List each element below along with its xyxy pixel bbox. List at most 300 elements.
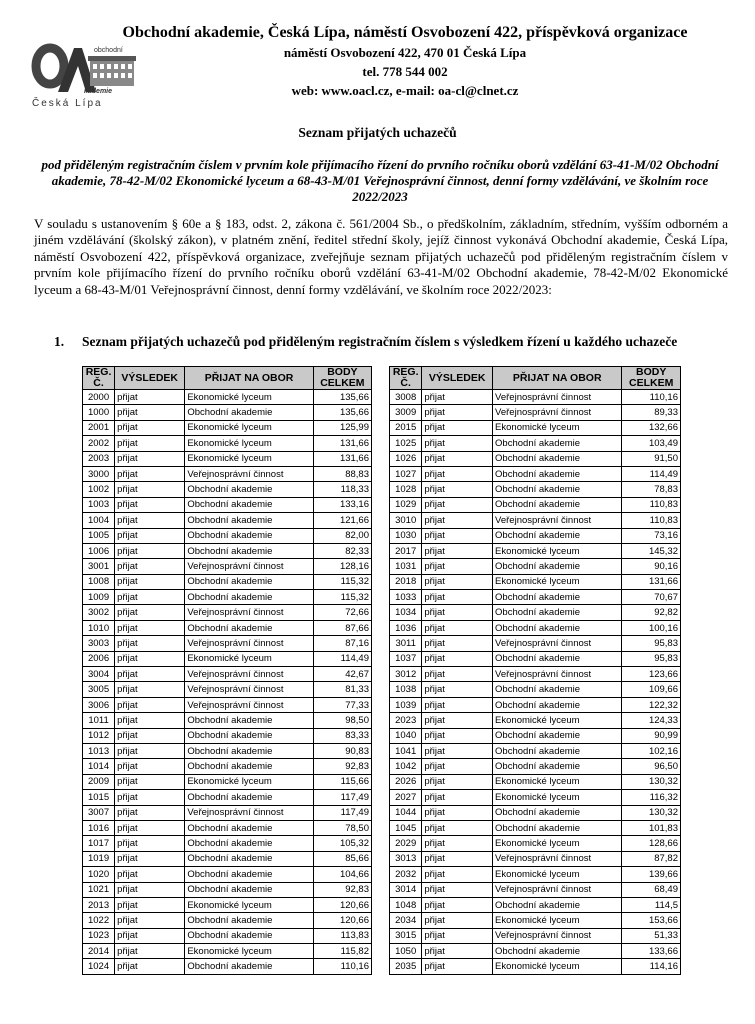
reg-number-cell: 1050 xyxy=(390,944,422,959)
points-cell: 115,66 xyxy=(313,774,371,789)
table-row xyxy=(83,959,372,974)
table-row xyxy=(390,759,681,774)
table-row xyxy=(390,820,681,835)
table-row xyxy=(83,620,372,635)
reg-number-cell: 3001 xyxy=(83,559,115,574)
points-cell: 115,32 xyxy=(313,590,371,605)
reg-number-cell: 1010 xyxy=(83,620,115,635)
points-cell: 120,66 xyxy=(313,897,371,912)
col-header-result: VÝSLEDEK xyxy=(115,367,185,390)
program-cell: Veřejnosprávní činnost xyxy=(493,928,622,943)
result-cell: přijat xyxy=(115,543,185,558)
points-cell: 122,32 xyxy=(622,697,681,712)
table-row xyxy=(390,436,681,451)
points-cell: 77,33 xyxy=(313,697,371,712)
program-cell: Obchodní akademie xyxy=(493,436,622,451)
table-row xyxy=(390,790,681,805)
points-cell: 133,16 xyxy=(313,497,371,512)
result-cell: přijat xyxy=(115,959,185,974)
result-cell: přijat xyxy=(422,928,493,943)
reg-number-cell: 2003 xyxy=(83,451,115,466)
table-row xyxy=(83,805,372,820)
result-cell: přijat xyxy=(422,790,493,805)
program-cell: Obchodní akademie xyxy=(185,405,313,420)
result-cell: přijat xyxy=(115,790,185,805)
program-cell: Obchodní akademie xyxy=(185,790,313,805)
reg-number-cell: 2009 xyxy=(83,774,115,789)
reg-number-cell: 3010 xyxy=(390,513,422,528)
points-cell: 131,66 xyxy=(622,574,681,589)
program-cell: Obchodní akademie xyxy=(185,482,313,497)
reg-number-cell: 2002 xyxy=(83,436,115,451)
result-cell: přijat xyxy=(422,405,493,420)
result-cell: přijat xyxy=(115,436,185,451)
result-cell: přijat xyxy=(115,466,185,481)
points-cell: 88,83 xyxy=(313,466,371,481)
program-cell: Ekonomické lyceum xyxy=(493,774,622,789)
table-row xyxy=(83,682,372,697)
reg-number-cell: 1033 xyxy=(390,590,422,605)
points-cell: 130,32 xyxy=(622,805,681,820)
reg-number-cell: 2017 xyxy=(390,543,422,558)
reg-number-cell: 1014 xyxy=(83,759,115,774)
table-row xyxy=(390,867,681,882)
program-cell: Obchodní akademie xyxy=(493,559,622,574)
table-row xyxy=(83,790,372,805)
result-cell: přijat xyxy=(115,497,185,512)
reg-number-cell: 1012 xyxy=(83,728,115,743)
program-cell: Ekonomické lyceum xyxy=(185,390,313,405)
program-cell: Obchodní akademie xyxy=(185,743,313,758)
points-cell: 114,49 xyxy=(622,466,681,481)
result-cell: přijat xyxy=(422,667,493,682)
program-cell: Obchodní akademie xyxy=(185,728,313,743)
program-cell: Veřejnosprávní činnost xyxy=(493,636,622,651)
points-cell: 105,32 xyxy=(313,836,371,851)
program-cell: Obchodní akademie xyxy=(185,851,313,866)
program-cell: Veřejnosprávní činnost xyxy=(493,513,622,528)
reg-number-cell: 2013 xyxy=(83,897,115,912)
section-title: Seznam přijatých uchazečů pod přiděleným registračním číslem s výsledkem řízení u každého uchazeče xyxy=(82,334,678,349)
points-cell: 117,49 xyxy=(313,805,371,820)
org-address: náměstí Osvobození 422, 470 01 Česká Lípa xyxy=(283,45,527,60)
points-cell: 68,49 xyxy=(622,882,681,897)
program-cell: Obchodní akademie xyxy=(493,805,622,820)
table-row xyxy=(83,820,372,835)
result-cell: přijat xyxy=(115,651,185,666)
result-cell: přijat xyxy=(422,728,493,743)
table-row xyxy=(390,851,681,866)
reg-number-cell: 2023 xyxy=(390,713,422,728)
program-cell: Veřejnosprávní činnost xyxy=(185,667,313,682)
table-row xyxy=(390,882,681,897)
program-cell: Ekonomické lyceum xyxy=(185,451,313,466)
program-cell: Obchodní akademie xyxy=(493,605,622,620)
col-header-result: VÝSLEDEK xyxy=(422,367,493,390)
reg-number-cell: 2018 xyxy=(390,574,422,589)
result-cell: přijat xyxy=(422,528,493,543)
points-cell: 145,32 xyxy=(622,543,681,558)
program-cell: Obchodní akademie xyxy=(185,959,313,974)
reg-number-cell: 1008 xyxy=(83,574,115,589)
table-row xyxy=(83,944,372,959)
result-cell: přijat xyxy=(422,513,493,528)
reg-number-cell: 1048 xyxy=(390,897,422,912)
program-cell: Veřejnosprávní činnost xyxy=(493,851,622,866)
reg-number-cell: 1021 xyxy=(83,882,115,897)
points-cell: 83,33 xyxy=(313,728,371,743)
col-header-reg: REG. Č. xyxy=(390,367,422,390)
reg-number-cell: 1031 xyxy=(390,559,422,574)
result-cell: přijat xyxy=(422,743,493,758)
points-cell: 125,99 xyxy=(313,420,371,435)
points-cell: 115,82 xyxy=(313,944,371,959)
program-cell: Ekonomické lyceum xyxy=(493,543,622,558)
reg-number-cell: 1038 xyxy=(390,682,422,697)
reg-number-cell: 1011 xyxy=(83,713,115,728)
section-heading xyxy=(54,334,677,350)
results-body-left xyxy=(83,390,372,975)
program-cell: Obchodní akademie xyxy=(185,513,313,528)
reg-number-cell: 1030 xyxy=(390,528,422,543)
reg-number-cell: 1024 xyxy=(83,959,115,974)
logo-bottom-text: Česká Lípa xyxy=(32,98,103,108)
result-cell: přijat xyxy=(115,928,185,943)
col-header-program: PŘIJAT NA OBOR xyxy=(185,367,313,390)
result-cell: přijat xyxy=(115,836,185,851)
table-row xyxy=(390,405,681,420)
reg-number-cell: 1015 xyxy=(83,790,115,805)
logo-mid-text: kademie xyxy=(84,88,113,95)
table-row xyxy=(83,882,372,897)
points-cell: 135,66 xyxy=(313,390,371,405)
document-title: Seznam přijatých uchazečů xyxy=(298,125,457,140)
result-cell: přijat xyxy=(115,390,185,405)
result-cell: přijat xyxy=(115,805,185,820)
letterhead xyxy=(60,24,750,99)
result-cell: přijat xyxy=(115,682,185,697)
reg-number-cell: 3002 xyxy=(83,605,115,620)
points-cell: 72,66 xyxy=(313,605,371,620)
result-cell: přijat xyxy=(422,759,493,774)
points-cell: 133,66 xyxy=(622,944,681,959)
table-row xyxy=(390,390,681,405)
program-cell: Obchodní akademie xyxy=(185,497,313,512)
result-cell: přijat xyxy=(115,743,185,758)
result-cell: přijat xyxy=(115,574,185,589)
program-cell: Obchodní akademie xyxy=(493,743,622,758)
col-header-reg: REG. Č. xyxy=(83,367,115,390)
points-cell: 85,66 xyxy=(313,851,371,866)
table-row xyxy=(390,928,681,943)
table-row xyxy=(83,420,372,435)
points-cell: 153,66 xyxy=(622,913,681,928)
result-cell: přijat xyxy=(115,605,185,620)
program-cell: Obchodní akademie xyxy=(493,682,622,697)
table-row xyxy=(390,574,681,589)
reg-number-cell: 3005 xyxy=(83,682,115,697)
table-row xyxy=(390,944,681,959)
reg-number-cell: 1027 xyxy=(390,466,422,481)
points-cell: 114,16 xyxy=(622,959,681,974)
result-cell: přijat xyxy=(115,774,185,789)
result-cell: přijat xyxy=(422,682,493,697)
program-cell: Obchodní akademie xyxy=(493,820,622,835)
result-cell: přijat xyxy=(422,820,493,835)
table-row xyxy=(390,959,681,974)
result-cell: přijat xyxy=(422,851,493,866)
table-row xyxy=(83,667,372,682)
program-cell: Obchodní akademie xyxy=(493,497,622,512)
points-cell: 114,5 xyxy=(622,897,681,912)
logo-top-text: obchodní xyxy=(94,47,123,54)
program-cell: Ekonomické lyceum xyxy=(493,836,622,851)
result-cell: přijat xyxy=(115,513,185,528)
result-cell: přijat xyxy=(422,774,493,789)
result-cell: přijat xyxy=(422,451,493,466)
reg-number-cell: 1016 xyxy=(83,820,115,835)
points-cell: 92,83 xyxy=(313,759,371,774)
program-cell: Ekonomické lyceum xyxy=(185,897,313,912)
reg-number-cell: 3013 xyxy=(390,851,422,866)
points-cell: 70,67 xyxy=(622,590,681,605)
points-cell: 131,66 xyxy=(313,436,371,451)
reg-number-cell: 3012 xyxy=(390,667,422,682)
program-cell: Obchodní akademie xyxy=(185,820,313,835)
program-cell: Obchodní akademie xyxy=(185,543,313,558)
result-cell: přijat xyxy=(115,559,185,574)
program-cell: Obchodní akademie xyxy=(493,620,622,635)
points-cell: 118,33 xyxy=(313,482,371,497)
result-cell: přijat xyxy=(422,697,493,712)
reg-number-cell: 3000 xyxy=(83,466,115,481)
result-cell: přijat xyxy=(422,805,493,820)
reg-number-cell: 1044 xyxy=(390,805,422,820)
points-cell: 102,16 xyxy=(622,743,681,758)
points-cell: 124,33 xyxy=(622,713,681,728)
program-cell: Obchodní akademie xyxy=(185,713,313,728)
table-row xyxy=(83,636,372,651)
result-cell: přijat xyxy=(115,728,185,743)
table-row xyxy=(390,667,681,682)
program-cell: Veřejnosprávní činnost xyxy=(493,667,622,682)
document-subtitle: pod přiděleným registračním číslem v prvním kole přijímacího řízení do prvního ročníku oborů vzdělání 63-41-M/02 Obchodní akademie, 78-42-M/02 Ekonomické lyceum a 68-43-M/01 Veřejnosprávní činnost, denní formy vzdělávání, ve školním roce 2022/2023 xyxy=(41,157,719,204)
table-row xyxy=(390,913,681,928)
program-cell: Obchodní akademie xyxy=(185,928,313,943)
reg-number-cell: 3006 xyxy=(83,697,115,712)
result-cell: přijat xyxy=(115,451,185,466)
program-cell: Obchodní akademie xyxy=(493,482,622,497)
table-row xyxy=(390,651,681,666)
reg-number-cell: 1019 xyxy=(83,851,115,866)
program-cell: Obchodní akademie xyxy=(185,882,313,897)
points-cell: 51,33 xyxy=(622,928,681,943)
reg-number-cell: 1000 xyxy=(83,405,115,420)
results-body-right xyxy=(390,390,681,975)
points-cell: 110,16 xyxy=(313,959,371,974)
result-cell: přijat xyxy=(422,713,493,728)
program-cell: Veřejnosprávní činnost xyxy=(185,605,313,620)
points-cell: 78,50 xyxy=(313,820,371,835)
points-cell: 98,50 xyxy=(313,713,371,728)
program-cell: Veřejnosprávní činnost xyxy=(185,805,313,820)
reg-number-cell: 2029 xyxy=(390,836,422,851)
program-cell: Ekonomické lyceum xyxy=(185,774,313,789)
points-cell: 109,66 xyxy=(622,682,681,697)
points-cell: 131,66 xyxy=(313,451,371,466)
reg-number-cell: 1002 xyxy=(83,482,115,497)
program-cell: Obchodní akademie xyxy=(185,590,313,605)
reg-number-cell: 2034 xyxy=(390,913,422,928)
col-header-points: BODY CELKEM xyxy=(622,367,681,390)
points-cell: 90,16 xyxy=(622,559,681,574)
table-header-row xyxy=(83,367,372,390)
table-row xyxy=(390,836,681,851)
result-cell: přijat xyxy=(422,620,493,635)
program-cell: Veřejnosprávní činnost xyxy=(185,466,313,481)
points-cell: 92,83 xyxy=(313,882,371,897)
points-cell: 95,83 xyxy=(622,651,681,666)
program-cell: Obchodní akademie xyxy=(493,944,622,959)
table-row xyxy=(390,466,681,481)
reg-number-cell: 1039 xyxy=(390,697,422,712)
result-cell: přijat xyxy=(115,528,185,543)
program-cell: Veřejnosprávní činnost xyxy=(185,682,313,697)
points-cell: 115,32 xyxy=(313,574,371,589)
points-cell: 91,50 xyxy=(622,451,681,466)
reg-number-cell: 2027 xyxy=(390,790,422,805)
table-row xyxy=(83,528,372,543)
table-row xyxy=(390,513,681,528)
result-cell: přijat xyxy=(115,713,185,728)
table-row xyxy=(83,466,372,481)
program-cell: Obchodní akademie xyxy=(493,451,622,466)
points-cell: 101,83 xyxy=(622,820,681,835)
points-cell: 135,66 xyxy=(313,405,371,420)
program-cell: Obchodní akademie xyxy=(493,728,622,743)
program-cell: Obchodní akademie xyxy=(185,913,313,928)
reg-number-cell: 2015 xyxy=(390,420,422,435)
points-cell: 81,33 xyxy=(313,682,371,697)
program-cell: Obchodní akademie xyxy=(493,528,622,543)
points-cell: 89,33 xyxy=(622,405,681,420)
result-cell: přijat xyxy=(422,497,493,512)
result-cell: přijat xyxy=(422,574,493,589)
table-row xyxy=(83,436,372,451)
table-row xyxy=(390,805,681,820)
points-cell: 92,82 xyxy=(622,605,681,620)
table-row xyxy=(83,897,372,912)
reg-number-cell: 1041 xyxy=(390,743,422,758)
table-row xyxy=(390,682,681,697)
program-cell: Ekonomické lyceum xyxy=(493,574,622,589)
reg-number-cell: 1028 xyxy=(390,482,422,497)
program-cell: Ekonomické lyceum xyxy=(185,651,313,666)
table-row xyxy=(83,513,372,528)
reg-number-cell: 1017 xyxy=(83,836,115,851)
result-cell: přijat xyxy=(115,882,185,897)
intro-paragraph: V souladu s ustanovením § 60e a § 183, odst. 2, zákona č. 561/2004 Sb., o předškolním, základním, středním, vyšším odborném a jiném vzdělávání (školský zákon), v platném znění, ředitel střední školy, jejíž činnost vykonává Obchodní akademie, Česká Lípa, náměstí Osvobození 422, příspěvková organizace, zveřejňuje seznam přijatých uchazečů pod přiděleným registračním číslem v prvním kole přijímacího řízení do prvního ročníku oborů vzdělání 63-41-M/02 Obchodní akademie, 78-42-M/02 Ekonomické lyceum a 68-43-M/01 Veřejnosprávní činnost, denní formy vzdělávání, ve školním roce 2022/2023: xyxy=(34,216,728,297)
table-row xyxy=(83,774,372,789)
program-cell: Ekonomické lyceum xyxy=(493,790,622,805)
result-cell: přijat xyxy=(422,959,493,974)
points-cell: 116,32 xyxy=(622,790,681,805)
table-row xyxy=(83,405,372,420)
table-row xyxy=(83,728,372,743)
points-cell: 132,66 xyxy=(622,420,681,435)
reg-number-cell: 3009 xyxy=(390,405,422,420)
program-cell: Ekonomické lyceum xyxy=(493,713,622,728)
points-cell: 121,66 xyxy=(313,513,371,528)
points-cell: 139,66 xyxy=(622,867,681,882)
points-cell: 42,67 xyxy=(313,667,371,682)
points-cell: 128,16 xyxy=(313,559,371,574)
table-row xyxy=(83,836,372,851)
table-row xyxy=(83,851,372,866)
reg-number-cell: 2026 xyxy=(390,774,422,789)
result-cell: přijat xyxy=(115,820,185,835)
reg-number-cell: 1029 xyxy=(390,497,422,512)
reg-number-cell: 1037 xyxy=(390,651,422,666)
program-cell: Ekonomické lyceum xyxy=(493,420,622,435)
points-cell: 110,16 xyxy=(622,390,681,405)
result-cell: přijat xyxy=(115,420,185,435)
table-row xyxy=(83,590,372,605)
reg-number-cell: 1036 xyxy=(390,620,422,635)
table-row xyxy=(390,590,681,605)
result-cell: přijat xyxy=(422,466,493,481)
reg-number-cell: 1025 xyxy=(390,436,422,451)
table-row xyxy=(83,759,372,774)
points-cell: 113,83 xyxy=(313,928,371,943)
table-row xyxy=(83,482,372,497)
table-row xyxy=(83,543,372,558)
reg-number-cell: 1022 xyxy=(83,913,115,928)
points-cell: 87,16 xyxy=(313,636,371,651)
program-cell: Obchodní akademie xyxy=(185,759,313,774)
result-cell: přijat xyxy=(115,620,185,635)
program-cell: Ekonomické lyceum xyxy=(493,959,622,974)
reg-number-cell: 3015 xyxy=(390,928,422,943)
program-cell: Ekonomické lyceum xyxy=(185,436,313,451)
table-row xyxy=(390,420,681,435)
program-cell: Obchodní akademie xyxy=(493,697,622,712)
program-cell: Veřejnosprávní činnost xyxy=(493,882,622,897)
result-cell: přijat xyxy=(115,759,185,774)
points-cell: 103,49 xyxy=(622,436,681,451)
program-cell: Obchodní akademie xyxy=(185,620,313,635)
result-cell: přijat xyxy=(422,651,493,666)
section-number: 1. xyxy=(54,334,65,349)
reg-number-cell: 1034 xyxy=(390,605,422,620)
points-cell: 104,66 xyxy=(313,867,371,882)
table-row xyxy=(390,543,681,558)
org-phone: tel. 778 544 002 xyxy=(362,64,448,79)
program-cell: Obchodní akademie xyxy=(185,528,313,543)
points-cell: 95,83 xyxy=(622,636,681,651)
reg-number-cell: 3004 xyxy=(83,667,115,682)
result-cell: přijat xyxy=(115,636,185,651)
program-cell: Ekonomické lyceum xyxy=(493,867,622,882)
result-cell: přijat xyxy=(115,913,185,928)
table-row xyxy=(390,528,681,543)
reg-number-cell: 1026 xyxy=(390,451,422,466)
reg-number-cell: 1005 xyxy=(83,528,115,543)
reg-number-cell: 3008 xyxy=(390,390,422,405)
program-cell: Obchodní akademie xyxy=(185,867,313,882)
points-cell: 82,00 xyxy=(313,528,371,543)
points-cell: 90,83 xyxy=(313,743,371,758)
